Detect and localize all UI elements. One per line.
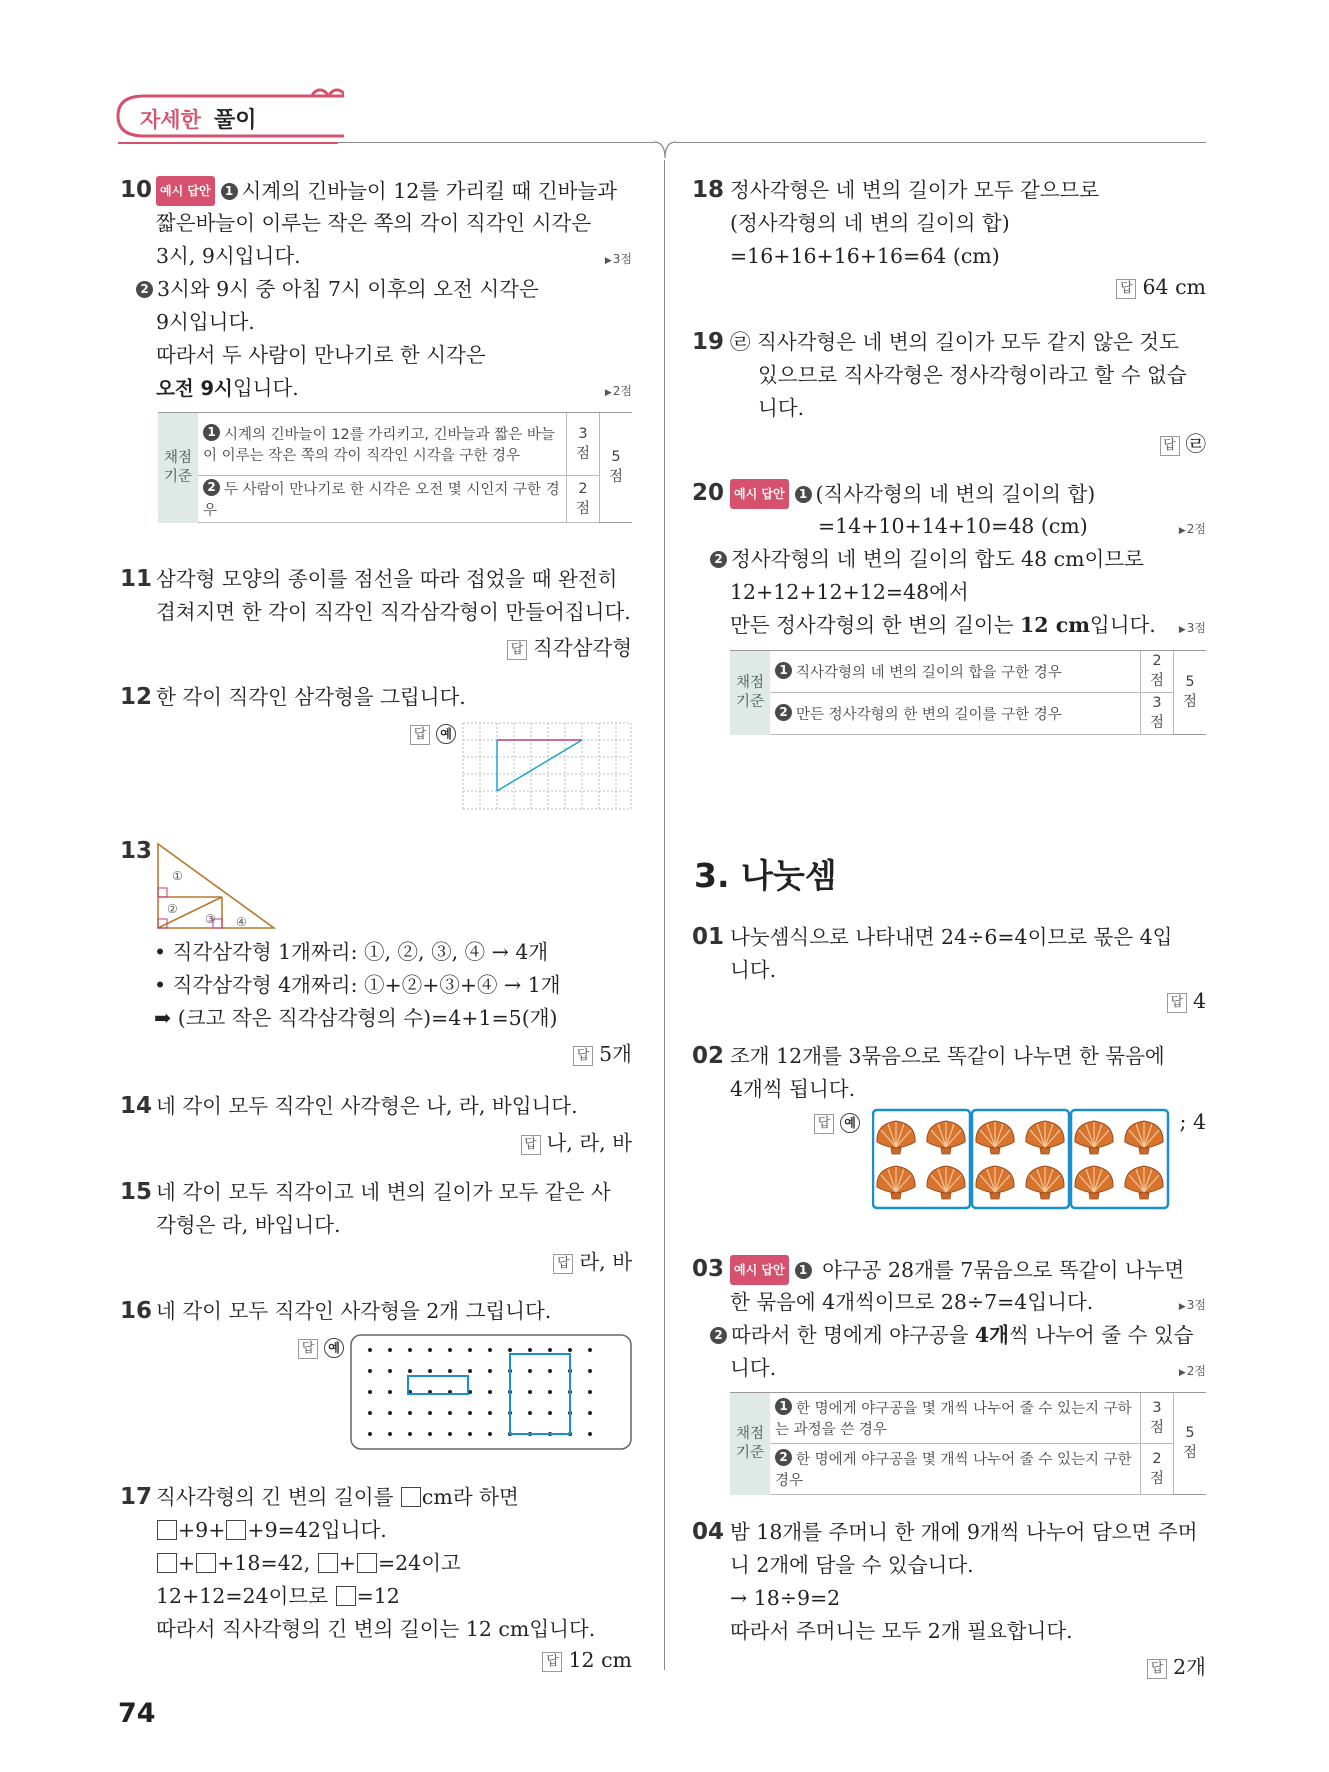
grid-dot xyxy=(428,1369,432,1373)
answer: 답 직각삼각형 xyxy=(507,631,632,661)
blank-box xyxy=(357,1553,377,1573)
question-number: 03 xyxy=(692,1256,725,1282)
grid-dot xyxy=(548,1369,552,1373)
shell-groups-figure xyxy=(872,1108,1172,1212)
scoring-table: 채점 기준 1 시계의 긴바늘이 12를 가리키고, 긴바늘과 짧은 바늘이 이루는 작은 쪽의 각이 직각인 시각을 구한 경우 3점 5점 2 두 사람이 만나기로 한 시각은 오전 몇 시인지 구한 경우 2점 xyxy=(158,412,632,523)
q10-line-7: 오전 9시입니다. xyxy=(156,376,299,400)
svg-text:③: ③ xyxy=(205,912,216,926)
grid-dot xyxy=(548,1411,552,1415)
question-number: 10 xyxy=(120,177,153,203)
circled-1-icon: 1 xyxy=(221,183,238,200)
answer: 답 2개 xyxy=(1147,1650,1206,1680)
question-number: 13 xyxy=(120,838,153,864)
grid-dot xyxy=(388,1390,392,1394)
answer: 답 4 xyxy=(1167,989,1206,1013)
triangle-figure xyxy=(156,842,276,932)
header-title-a: 자세한 xyxy=(140,108,201,132)
example-answer-badge: 예시 답안 xyxy=(730,479,789,509)
header-title-b: 풀이 xyxy=(214,108,257,133)
grid-dot xyxy=(548,1390,552,1394)
scoring-row-1: 1 시계의 긴바늘이 12를 가리키고, 긴바늘과 짧은 바늘이 이루는 작은 쪽의 각이 직각인 시각을 구한 경우 xyxy=(198,413,567,476)
column-top-curve xyxy=(640,140,690,170)
grid-dot xyxy=(388,1369,392,1373)
example-answer-badge: 예시 답안 xyxy=(156,176,215,206)
blank-box xyxy=(157,1520,177,1540)
question-number: 18 xyxy=(692,177,725,203)
question-number: 20 xyxy=(692,480,725,506)
grid-dot xyxy=(568,1348,572,1352)
circled-2-icon: 2 xyxy=(710,551,727,568)
grid-dot xyxy=(588,1432,592,1436)
circled-2-icon: 2 xyxy=(710,1327,727,1344)
blank-box xyxy=(401,1487,421,1507)
answer-label: 답 예 xyxy=(410,724,456,745)
q10-line-3: 3시, 9시입니다. xyxy=(156,244,301,268)
blank-box xyxy=(157,1553,177,1573)
grid-dot xyxy=(468,1411,472,1415)
q10-line-2: 짧은바늘이 이루는 작은 쪽의 각이 직각인 시각은 xyxy=(156,211,592,235)
grid-dot xyxy=(588,1411,592,1415)
answer-label: 답 예 xyxy=(298,1338,344,1359)
circled-2-icon: 2 xyxy=(136,281,153,298)
scoring-label: 채점 기준 xyxy=(730,651,770,735)
svg-text:①: ① xyxy=(172,869,183,883)
grid-dot xyxy=(528,1390,532,1394)
points-label: ▶ 2점 xyxy=(605,382,632,399)
circled-1-icon: 1 xyxy=(795,1262,812,1279)
question-number: 19 xyxy=(692,329,725,355)
grid-dot xyxy=(448,1411,452,1415)
q10-line-1: 예시 답안 1 시계의 긴바늘이 12를 가리킬 때 긴바늘과 xyxy=(156,176,617,206)
scoring-label: 채점 기준 xyxy=(158,413,198,523)
grid-dot xyxy=(488,1411,492,1415)
q10-line-5: 9시입니다. xyxy=(156,310,255,334)
points-label: ▶ 3점 xyxy=(1179,619,1206,636)
blank-box xyxy=(226,1520,246,1540)
grid-dot xyxy=(488,1390,492,1394)
grid-right-triangle-drawing xyxy=(462,722,632,810)
left-column: 10 예시 답안 1 시계의 긴바늘이 12를 가리킬 때 긴바늘과 짧은바늘이 이루는 작은 쪽의 각이 직각인 시각은 3시, 9시입니다. ▶ 3점 2 3시와 9시 중 아침 7시 이후의 오전 시각은 9시입니다. 따라서 두 사람이 만나기로 한 시각은 오전 9시입니다. ▶ 2점 채점 기준 1 시계의 긴바늘이 12를 가리키고, 긴바늘과 짧은 바늘이 이루는 작은 쪽의 각이 직각인 시각을 구한 경우 3점 5점 2 두 사람이 만나기로 한 시각은 오전 몇 시인지 구한 경우 2점 11 삼각형 모양의 종이를 점선을 따라 접었을 때 완전히 겹쳐지면 한 각이 직각인 직각삼각형이 만들어집니다. 답 직각삼각형 12 한 각이 직각인 삼각형을 그립니다. 답 예 13 ① ② ③ ④ • 직각삼각형 1개짜리: ①, ②, ③, ④ → 4개 • 직각삼각형 4개짜리: ①+②+③+④ → 1개 ➡ (크고 작은 직각삼각형의 수)=4+1=5(개) 답 5개 14 네 각이 모두 직각인 사각형은 나, 라, 바입니다. 답 나, 라, 바 15 네 각이 모두 직각이고 네 변의 길이가 모두 같은 사 각형은 라, 바입니다. 답 라, 바 16 네 각이 모두 직각인 사각형을 2개 그립니다. 답 예 17 직사각형의 긴 변의 길이를 cm라 하면 +9+ +9=42입니다. + +18=42, + =24이고 12+12=24이므로 =12 따라서 직사각형의 긴 변의 길이는 12 cm입니다. 답 12 cm xyxy=(118,0,632,1772)
answer-label: 답 예 xyxy=(814,1113,860,1134)
grid-dot xyxy=(368,1390,372,1394)
example-answer-badge: 예시 답안 xyxy=(730,1255,789,1285)
question-number: 02 xyxy=(692,1043,725,1069)
grid-dot xyxy=(508,1348,512,1352)
question-number: 01 xyxy=(692,924,725,950)
scoring-table: 채점 기준 1 직사각형의 네 변의 길이의 합을 구한 경우 2점 5점 2 만든 정사각형의 한 변의 길이를 구한 경우 3점 xyxy=(730,650,1206,735)
grid-dot xyxy=(528,1369,532,1373)
grid-dot xyxy=(588,1348,592,1352)
q10-line-6: 따라서 두 사람이 만나기로 한 시각은 xyxy=(156,343,486,367)
answer: 답 5개 xyxy=(573,1037,632,1067)
grid-dot xyxy=(588,1390,592,1394)
grid-dot xyxy=(408,1411,412,1415)
grid-dot xyxy=(428,1411,432,1415)
column-divider xyxy=(664,160,665,1670)
grid-dot xyxy=(408,1348,412,1352)
answer: 답 12 cm xyxy=(542,1648,632,1672)
grid-dot xyxy=(488,1348,492,1352)
question-number: 17 xyxy=(120,1484,153,1510)
page-number: 74 xyxy=(118,1698,156,1729)
grid-dot xyxy=(468,1369,472,1373)
blank-box xyxy=(318,1553,338,1573)
question-number: 15 xyxy=(120,1179,153,1205)
answer: 답 64 cm xyxy=(1116,275,1206,299)
question-number: 14 xyxy=(120,1093,153,1119)
scoring-row-2: 2 두 사람이 만나기로 한 시각은 오전 몇 시인지 구한 경우 xyxy=(198,476,567,523)
answer-tail: ; 4 xyxy=(1179,1110,1206,1134)
grid-dot xyxy=(448,1369,452,1373)
grid-dot xyxy=(528,1411,532,1415)
grid-dot xyxy=(468,1348,472,1352)
svg-text:④: ④ xyxy=(236,915,247,929)
grid-dot xyxy=(408,1369,412,1373)
question-number: 04 xyxy=(692,1519,725,1545)
answer: 답 나, 라, 바 xyxy=(521,1126,632,1156)
grid-dot xyxy=(388,1432,392,1436)
question-number: 11 xyxy=(120,566,153,592)
answer: 답 라, 바 xyxy=(553,1245,632,1275)
dot-grid-rectangles-drawing xyxy=(350,1334,632,1450)
scoring-label: 채점 기준 xyxy=(730,1393,770,1495)
scoring-table: 채점 기준 1 한 명에게 야구공을 몇 개씩 나누어 줄 수 있는지 구하는 과정을 쓴 경우 3점 5점 2 한 명에게 야구공을 몇 개씩 나누어 줄 수 있는지 구한 경우 2점 xyxy=(730,1392,1206,1495)
grid-dot xyxy=(448,1348,452,1352)
grid-dot xyxy=(408,1432,412,1436)
grid-dot xyxy=(368,1432,372,1436)
question-number: 12 xyxy=(120,684,153,710)
grid-dot xyxy=(468,1432,472,1436)
blank-box xyxy=(336,1586,356,1606)
points-label: ▶ 2점 xyxy=(1179,1362,1206,1379)
grid-dot xyxy=(488,1369,492,1373)
question-number: 16 xyxy=(120,1298,153,1324)
grid-dot xyxy=(548,1348,552,1352)
grid-dot xyxy=(368,1369,372,1373)
blank-box xyxy=(196,1553,216,1573)
section-title: 3. 나눗셈 xyxy=(694,856,837,895)
grid-dot xyxy=(588,1369,592,1373)
grid-dot xyxy=(428,1432,432,1436)
grid-dot xyxy=(448,1432,452,1436)
q10-line-4: 2 3시와 9시 중 아침 7시 이후의 오전 시각은 xyxy=(136,275,539,303)
grid-dot xyxy=(488,1432,492,1436)
grid-dot xyxy=(368,1411,372,1415)
grid-dot xyxy=(428,1348,432,1352)
grid-dot xyxy=(388,1411,392,1415)
circled-1-icon: 1 xyxy=(795,486,812,503)
grid-dot xyxy=(388,1348,392,1352)
points-label: ▶ 3점 xyxy=(1179,1296,1206,1313)
points-label: ▶ 3점 xyxy=(605,250,632,267)
points-label: ▶ 2점 xyxy=(1179,520,1206,537)
grid-dot xyxy=(368,1348,372,1352)
svg-text:②: ② xyxy=(167,902,178,916)
right-column: 18 정사각형은 네 변의 길이가 모두 같으므로 (정사각형의 네 변의 길이의 합) =16+16+16+16=64 (cm) 답 64 cm 19 ㉣ 직사각형은 네 변의 길이가 모두 같지 않은 것도 있으므로 직사각형은 정사각형이라고 할 수 없습 니다. 답 ㉣ 20 예시 답안 1 (직사각형의 네 변의 길이의 합) =14+10+14+10=48 (cm) ▶ 2점 2 정사각형의 네 변의 길이의 합도 48 cm이므로 12+12+12+12=48에서 만든 정사각형의 한 변의 길이는 12 cm입니다. ▶ 3점 채점 기준 1 직사각형의 네 변의 길이의 합을 구한 경우 2점 5점 2 만든 정사각형의 한 변의 길이를 구한 경우 3점 3. 나눗셈 01 나눗셈식으로 나타내면 24÷6=4이므로 몫은 4입 니다. 답 4 02 조개 12개를 3묶음으로 똑같이 나누면 한 묶음에 4개씩 됩니다. 답 예 ; 4 03 예시 답안 1 야구공 28개를 7묶음으로 똑같이 나누면 한 묶음에 4개씩이므로 28÷7=4입니다. ▶ 3점 2 따라서 한 명에게 야구공을 4개씩 나누어 줄 수 있습 니다. ▶ 2점 채점 기준 1 한 명에게 야구공을 몇 개씩 나누어 줄 수 있는지 구하는 과정을 쓴 경우 3점 5점 2 한 명에게 야구공을 몇 개씩 나누어 줄 수 있는지 구한 경우 2점 04 밤 18개를 주머니 한 개에 9개씩 나누어 담으면 주머 니 2개에 담을 수 있습니다. → 18÷9=2 따라서 주머니는 모두 2개 필요합니다. 답 2개 xyxy=(692,0,1206,1772)
grid-dot xyxy=(528,1348,532,1352)
answer: 답 ㉣ xyxy=(1160,427,1207,457)
